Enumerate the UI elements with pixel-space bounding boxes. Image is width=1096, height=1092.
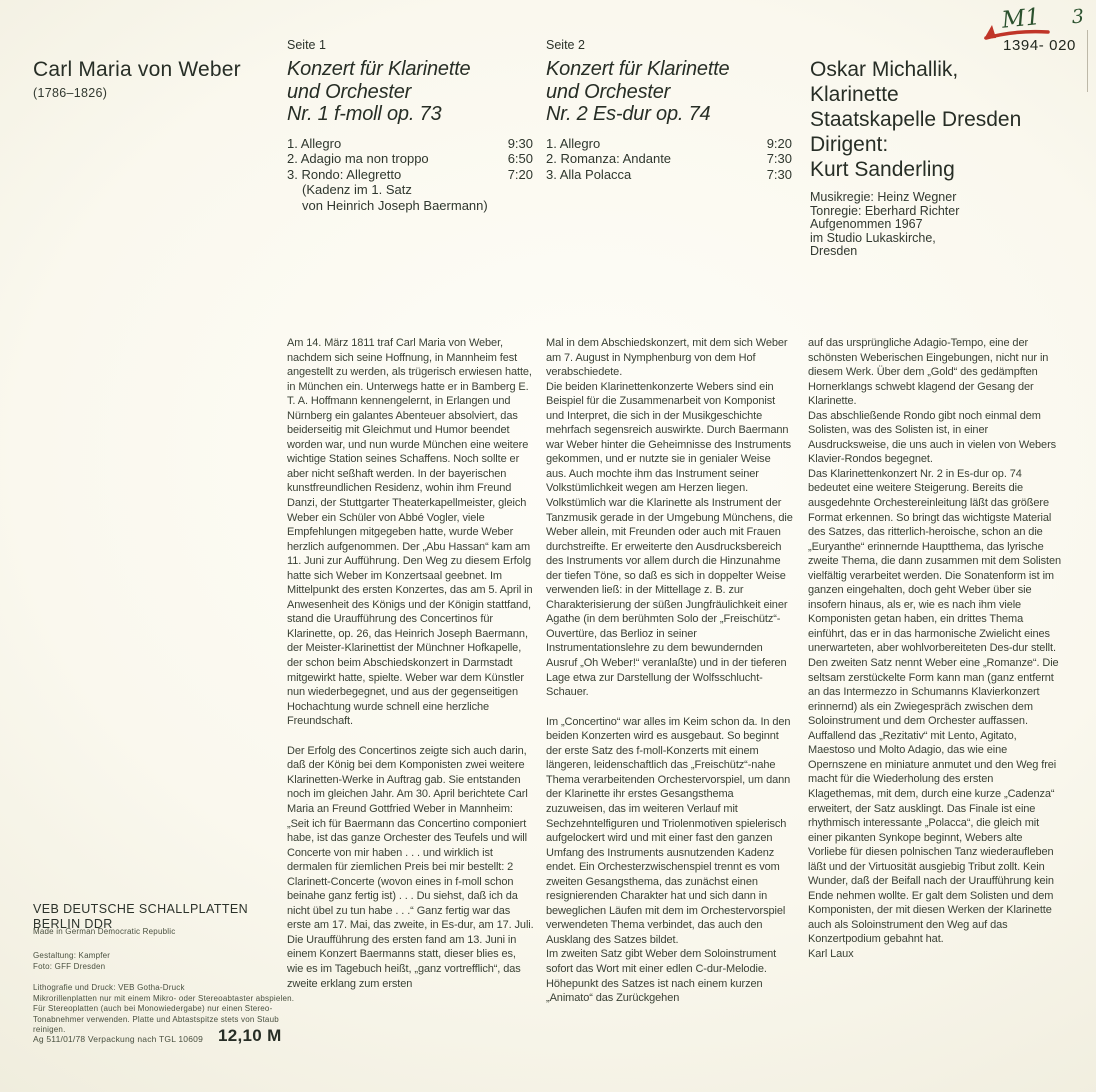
- track-row: [546, 167, 792, 183]
- liner-notes-paragraph: Mal in dem Abschiedskonzert, mit dem sich Weber am 7. August in Nymphenburg von dem Hof verabschiedete.: [546, 337, 788, 379]
- side2-title-line: Konzert für Klarinette: [546, 58, 730, 80]
- liner-notes-paragraph: Im „Concertino“ war alles im Keim schon da. In den beiden Konzerten wird es ausgebaut. So beginnt der erste Satz des f-moll-Konzerts mit einem längeren, leidenschaftlich das „Freischütz“-nahe Thema verarbeitenden Orchestervorspiel, um dann der Klarinette ihr erstes Gesangsthema zuzuweisen, das im weiteren Verlauf mit Sechzehntelfiguren und Triolenmotiven spielerisch aufgelockert wird und mit einer fast den ganzen Umfang des Instruments ausnutzenden Kadenz endet. Ein Orchesterzwischenspiel trennt es vom zweiten Gesangsthema, das zunächst einen resignierenden Charakter hat und sich dann in beweglichen Läufen mit dem im Orchestervorspiel verwendeten Thema verbindet, das auch den Ausklang des Satzes bildet.: [546, 715, 791, 946]
- performers-block: [810, 57, 1080, 259]
- recording-credits: [810, 191, 1080, 259]
- track-title: 3. Rondo: Allegretto: [287, 166, 402, 182]
- handwritten-annotation: [980, 1, 1092, 43]
- publisher-name: VEB DEUTSCHE SCHALLPLATTEN: [33, 902, 249, 916]
- liner-notes-paragraph: Das Klarinettenkonzert Nr. 2 in Es-dur op. 74 bedeutet eine weitere Steigerung. Bereits die ausgedehnte Orchestereinleitung läßt das größere Format erkennen. So bringt das wichtigste Material des Satzes, das ritterlich-heroische, schon an die „Euryanthe“ erinnernde Hauptthema, das lyrische zweite Thema, die dann zusammen mit dem Solisten vielfältig verarbeitet werden. Die Sonatenform ist im ganzen eingehalten, doch geht Weber über sie insofern hinaus, als er, wie es nach ihm viele Komponisten getan haben, ein drittes Thema einführt, das er in das harmonische Zwielicht eines unerwarteten, aber wohlvorbereiteten Des-dur stellt.: [808, 467, 1062, 655]
- author-signature: Karl Laux: [808, 947, 854, 960]
- litho-credit-line: Lithografie und Druck: VEB Gotha-Druck: [33, 983, 185, 992]
- side2-block: [546, 38, 792, 182]
- credit-line: Dresden: [810, 244, 858, 258]
- track-duration: 7:30: [766, 151, 792, 166]
- performer-line: Staatskapelle Dresden: [810, 108, 1022, 131]
- side1-label: Seite 1: [287, 38, 326, 52]
- performer-line: Klarinette: [810, 83, 899, 106]
- track-title: 3. Alla Polacca: [546, 166, 632, 182]
- liner-notes-column-3: [808, 336, 1062, 962]
- paper-crease: [1087, 30, 1088, 92]
- track-title: 1. Allegro: [287, 135, 342, 151]
- performer-line: Oskar Michallik,: [810, 58, 959, 81]
- track-duration: 7:20: [507, 166, 533, 182]
- cadenza-note-line: (Kadenz im 1. Satz: [302, 182, 412, 197]
- side1-title-line: Nr. 1 f-moll op. 73: [287, 103, 442, 125]
- side2-title-line: und Orchester: [546, 80, 671, 103]
- liner-notes-paragraph: Den zweiten Satz nennt Weber eine „Romanze“. Die seltsam zerstückelte Form kann man (ganz entfernt an das Intermezzo in Schumanns Klavierkonzert erinnernd) als ein Zwiegespräch zwischen dem Soloinstrument und dem Orchester auffassen. Auffallend das „Rezitativ“ mit Lento, Agitato, Maestoso und Molto Adagio, das wie eine Opernszene en miniature anmutet und den Weg frei macht für die Wiederholung des ersten Klagethemas, mit dem, durch eine kurze „Cadenza“ erweitert, der Satz ausklingt. Das Finale ist eine rhythmisch interessante „Polacca“, die gleich mit einer pikanten Synkope beginnt, Webers alte Vorliebe für diesen polnischen Tanz wiederaufleben läßt und der Virtuosität ausgiebig Tribut zollt. Kein Wunder, daß der Beifall nach der Uraufführung kein Ende nehmen wollte. Er galt dem Solisten und dem Komponisten, der mit diesen Werken der Klarinette auch als Soloinstrument den Weg auf das Konzertpodium gebahnt hat.: [808, 657, 1059, 946]
- cadenza-note-line: von Heinrich Joseph Baermann): [302, 197, 488, 213]
- liner-notes-paragraph: Im zweiten Satz gibt Weber dem Soloinstrument sofort das Wort mit einer edlen C-dur-Melodie. Höhepunkt des Satzes ist nach einem kurzen „Animato“ das Zurückgehen: [546, 948, 777, 1005]
- liner-notes-paragraph: Der Erfolg des Concertinos zeigte sich auch darin, daß der König bei dem Komponisten zwei weitere Klarinetten-Werke in Auftrag gab. Sie entstanden noch im gleichen Jahr. Am 30. April berichtete Carl Maria an Freund Gottfried Weber in Mannheim: „Seit ich für Baermann das Concertino componiert habe, ist das ganze Orchester des Teufels und will Concerte von mir haben . . . und wirklich ist dermalen für ziemlichen Preis bei mir bestellt: 2 Clarinett-Concerte (wovon eines in f-moll schon beinahe ganz fertig ist) . . . Du siehst, daß ich da nicht übel zu tun habe . . .“ Ganz fertig war das erste am 17. Mai, das zweite, in Es-dur, am 17. Juli. Die Uraufführung des ersten fand am 13. Juni in einem Konzert Baermanns statt, dieser blies es, wie es im Tagebuch heißt, „ganz vortrefflich“, das zweite erklang zum ersten: [287, 744, 534, 990]
- liner-notes-paragraph: Am 14. März 1811 traf Carl Maria von Weber, nachdem sich seine Hoffnung, in Mannheim fest angestellt zu werden, als trügerisch erwiesen hatte, in München ein. Unterwegs hatte er in Bamberg E. T. A. Hoffmann kennengelernt, in Erlangen und Nürnberg ein galantes Abenteuer absolviert, das beiderseitig mit Gleichmut und Humor beendet worden war, und nun wurde München eine weitere wichtige Station seines Schaffens. Noch sollte er aber nicht seßhaft werden. In der bayerischen kunstfreundlichen Residenz, wohin ihm Freund Danzi, der Stuttgarter Theaterkapellmeister, gleich Weber ein Schüler von Abbé Vogler, viele Empfehlungen mitgegeben hatte, wurde Weber herzlich aufgenommen. Der „Abu Hassan“ kam am 11. Juni zur Aufführung. Den Weg zu diesem Erfolg hatte sich Weber im Konzertsaal geebnet. Im Mittelpunkt des ersten Konzertes, das am 5. April in Anwesenheit des Königs und der Königin stattfand, stand die Uraufführung des Concertinos für Klarinette, op. 26, das Heinrich Joseph Baermann, der Meister-Klarinettist der Münchner Hofkapelle, der schon beim Abschiedskonzert in Darmstadt mitgewirkt hatte, spielte. Weber war dem Künstler nun wiederbegegnet, und aus der gegenseitigen Hochachtung wurde schnell eine herzliche Freundschaft.: [287, 337, 533, 728]
- credit-line: im Studio Lukaskirche,: [810, 230, 936, 245]
- side2-title: [546, 58, 792, 126]
- price-label: 12,10 M: [218, 1026, 282, 1045]
- handwritten-m1: M1: [1000, 3, 1042, 34]
- composer-dates: (1786–1826): [33, 86, 108, 100]
- track-title: 2. Adagio ma non troppo: [287, 151, 429, 166]
- performer-line: Dirigent:: [810, 133, 889, 156]
- liner-notes-paragraph: Das abschließende Rondo gibt noch einmal dem Solisten, was des Solisten ist, in einer Ausdrucksweise, die uns auch in vielen von Webers Klavier-Rondos begegnet.: [808, 409, 1057, 466]
- handwritten-3: 3: [1071, 5, 1085, 29]
- track-duration: 9:20: [766, 135, 792, 151]
- track-row: [287, 136, 533, 152]
- side1-title-line: und Orchester: [287, 80, 412, 103]
- record-care-note: Mikrorillenplatten nur mit einem Mikro- oder Stereoabtaster abspielen. Für Stereoplatten (auch bei Monowiedergabe) nur einen Stereo-Tonabnehmer verwenden. Platte und Abtastspitze stets von Staub reinigen.: [33, 993, 295, 1034]
- track-row: [546, 151, 792, 167]
- liner-notes-column-1: [287, 336, 534, 991]
- design-credits: [33, 951, 110, 972]
- side1-tracklist: [287, 136, 533, 214]
- side2-tracklist: [546, 136, 792, 183]
- credit-line: Tonregie: Eberhard Richter: [810, 203, 960, 218]
- made-in-line: Made in German Democratic Republic: [33, 927, 176, 936]
- side1-title: [287, 58, 533, 126]
- catalog-number: 1394- 020: [1003, 37, 1076, 54]
- side2-label: Seite 2: [546, 38, 585, 52]
- publisher-city: BERLIN DDR: [33, 917, 113, 931]
- track-duration: 7:30: [766, 166, 792, 182]
- composer-name: Carl Maria von Weber: [33, 58, 241, 81]
- design-credit-line: Gestaltung: Kampfer: [33, 951, 111, 960]
- composer-block: [33, 58, 241, 100]
- liner-notes-paragraph: auf das ursprüngliche Adagio-Tempo, eine der schönsten Weberischen Eingebungen, nicht nur in diesem Werk. Über dem „Gold“ des gedämpften Hornerklangs schwebt klagend der Gesang der Klarinette.: [808, 337, 1049, 408]
- track-row: [546, 136, 792, 152]
- track-row: [287, 167, 533, 183]
- credit-line: Musikregie: Heinz Wegner: [810, 190, 957, 204]
- photo-credit-line: Foto: GFF Dresden: [33, 961, 106, 971]
- track-row: [287, 151, 533, 167]
- side1-block: [287, 38, 533, 213]
- track-duration: 9:30: [507, 135, 533, 151]
- performer-line: Kurt Sanderling: [810, 158, 955, 181]
- track-title: 2. Romanza: Andante: [546, 151, 672, 166]
- side1-title-line: Konzert für Klarinette: [287, 58, 471, 80]
- credit-line: Aufgenommen 1967: [810, 217, 923, 231]
- track-title: 1. Allegro: [546, 135, 601, 151]
- track-duration: 6:50: [507, 151, 533, 166]
- red-underline-mark: [986, 32, 1048, 38]
- liner-notes-paragraph: Die beiden Klarinettenkonzerte Webers sind ein Beispiel für die Zusammenarbeit von Komponist und Interpret, die sich in der Musikgeschichte mehrfach segensreich auswirkte. Durch Baermann war Weber hinter die Geheimnisse des Instruments gekommen, und er nutzte sie in genialer Weise aus. Auch mochte ihm das Instrument seiner Volkstümlichkeit wegen am Herzen liegen. Volkstümlich war die Klarinette als Instrument der Tanzmusik gerade in der Umgebung Münchens, die Weber allein, mit Freunden oder auch mit Frauen durchstreifte. Er erweiterte den Ausdrucksbereich des Instruments vor allem durch die Hinzunahme der tiefen Töne, so daß es sich in doppelter Weise verwenden ließ: in der Mittellage z. B. zur Charakterisierung der süßen Jungfräulichkeit einer Agathe (in dem berühmten Solo der „Freischütz“-Ouvertüre, das Berlioz in seiner Instrumentationslehre zu dem bewundernden Ausruf „Oh Weber!“ veranlaßte) und in der tieferen Lage etwa zur Darstellung der Wolfsschlucht-Schauer.: [546, 380, 793, 699]
- liner-notes-column-2: [546, 336, 793, 1006]
- side2-title-line: Nr. 2 Es-dur op. 74: [546, 103, 711, 125]
- order-number: Ag 511/01/78 Verpackung nach TGL 10609: [33, 1034, 204, 1044]
